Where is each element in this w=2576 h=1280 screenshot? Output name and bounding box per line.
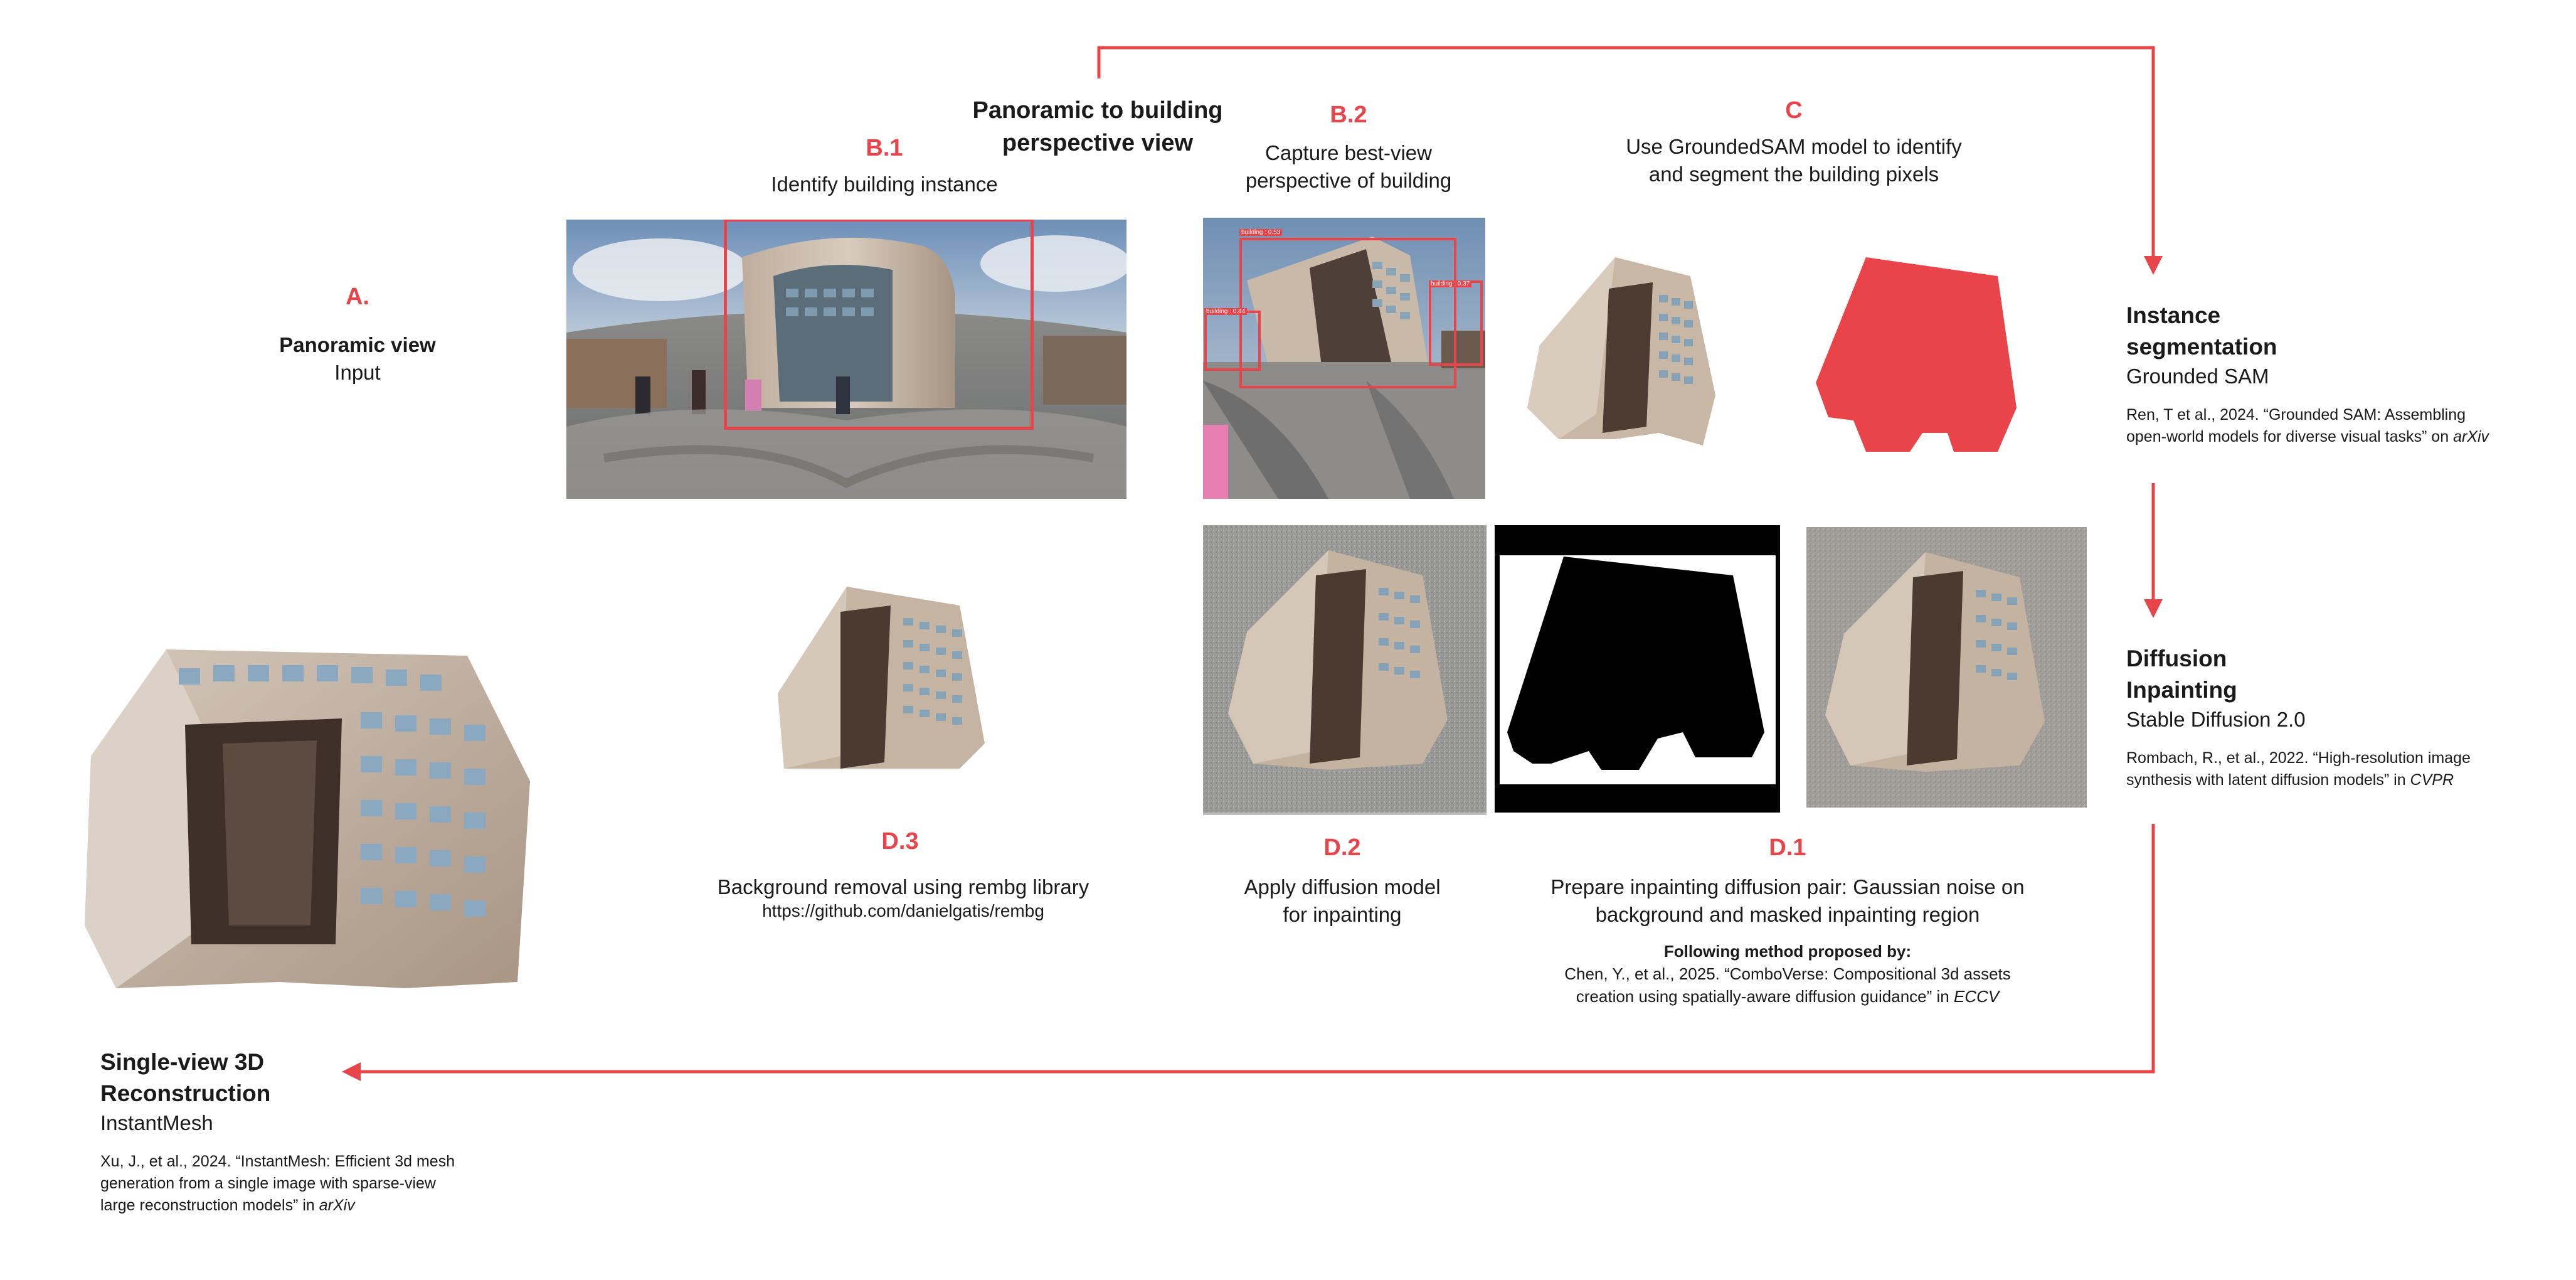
- detection-label-2: building : 0.44: [1204, 308, 1247, 315]
- following-method-label: Following method proposed by:: [1663, 942, 1912, 961]
- stage-d1-caption-line2: background and masked inpainting region: [1595, 903, 1980, 926]
- instantmesh-ref-venue: arXiv: [319, 1197, 355, 1214]
- stage-b1-caption: Identify building instance: [771, 173, 998, 196]
- stage-d1-caption: [1518, 873, 2057, 929]
- rembg-link[interactable]: https://github.com/danielgatis/rembg: [762, 901, 1044, 920]
- stage-d1-reference: [1518, 940, 2057, 1008]
- stable-diffusion-ref-line1: Rombach, R., et al., 2022. “High-resolution image: [2126, 749, 2471, 767]
- stage-c-caption-line2: and segment the building pixels: [1648, 163, 1939, 186]
- stage-a-title: Panoramic view: [279, 333, 436, 356]
- stage-a-subtitle: Input: [334, 361, 381, 384]
- diffusion-method: Stable Diffusion 2.0: [2126, 708, 2306, 731]
- building-bounding-box: [724, 220, 1034, 430]
- diffusion-title-line2: Inpainting: [2126, 677, 2237, 703]
- noisy-background-image: [1203, 525, 1487, 815]
- detection-box-2: [1204, 311, 1261, 371]
- comboverse-ref-line2: [1518, 985, 2057, 1008]
- stable-diffusion-ref-venue: CVPR: [2410, 771, 2454, 789]
- stage-d2-letter: D.2: [1323, 835, 1361, 861]
- stage-a-letter: A.: [346, 284, 369, 310]
- stage-d2-caption-line1: Apply diffusion model: [1244, 875, 1441, 899]
- stable-diffusion-ref-line2-text: synthesis with latent diffusion models” in: [2126, 771, 2406, 789]
- detection-label-1: building : 0.53: [1239, 229, 1282, 236]
- instance-seg-title-line2: segmentation: [2126, 334, 2277, 360]
- stage-d2-caption-line2: for inpainting: [1283, 903, 1402, 926]
- reconstruction-block: [100, 1047, 577, 1217]
- comboverse-ref-venue: ECCV: [1953, 987, 2000, 1006]
- reconstruction-3d-image: [78, 631, 536, 1001]
- reconstruction-title-line1: Single-view 3D: [100, 1049, 265, 1075]
- diffusion-title-line1: Diffusion: [2126, 646, 2227, 671]
- stage-d1-caption-line1: Prepare inpainting diffusion pair: Gaussian noise on: [1550, 875, 2025, 899]
- detection-box-3: [1429, 280, 1483, 366]
- comboverse-ref-line1: Chen, Y., et al., 2025. “ComboVerse: Compositional 3d assets: [1564, 964, 2011, 983]
- stable-diffusion-ref-line2: [2126, 769, 2565, 791]
- instantmesh-ref-line1: Xu, J., et al., 2024. “InstantMesh: Efficient 3d mesh: [100, 1153, 455, 1170]
- panoramic-title-line1: Panoramic to building: [972, 97, 1223, 124]
- panoramic-title-line2: perspective view: [1002, 130, 1194, 156]
- detection-label-3: building : 0.37: [1429, 280, 1471, 287]
- instantmesh-ref-line3-text: large reconstruction models” in: [100, 1197, 315, 1214]
- background-removed-building-image: [771, 580, 991, 781]
- inpainting-mask-image: [1495, 525, 1780, 813]
- stage-b2-caption-line1: Capture best-view: [1265, 141, 1432, 164]
- segmented-building-image: [1521, 251, 1728, 458]
- instantmesh-ref-line3: [100, 1195, 577, 1217]
- comboverse-ref-line2-text: creation using spatially-aware diffusion guidance” in: [1576, 987, 1949, 1006]
- grounded-sam-ref-line2-text: open-world models for diverse visual tasks” on: [2126, 428, 2449, 445]
- panorama-image: [566, 220, 1126, 499]
- instance-seg-reference: [2126, 404, 2565, 448]
- instantmesh-ref-line2: generation from a single image with sparse-view: [100, 1175, 436, 1192]
- stage-b2-caption: [1179, 139, 1518, 195]
- stage-d2-caption: [1192, 873, 1493, 929]
- instance-seg-title-line1: Instance: [2126, 302, 2221, 328]
- stage-d1-letter: D.1: [1769, 835, 1806, 861]
- stage-c-caption-line1: Use GroundedSAM model to identify: [1626, 135, 1962, 158]
- perspective-view-image: [1203, 218, 1485, 499]
- reconstruction-title-line2: Reconstruction: [100, 1080, 271, 1106]
- grounded-sam-ref-line1: Ren, T et al., 2024. “Grounded SAM: Assembling: [2126, 406, 2466, 424]
- stage-a-caption: [232, 331, 483, 387]
- instance-segmentation-block: [2126, 300, 2565, 448]
- diffusion-inpainting-block: [2126, 643, 2565, 791]
- detection-box-1: [1239, 238, 1456, 388]
- reconstruction-method: InstantMesh: [100, 1111, 213, 1134]
- arrow-head-segmentation: [2144, 256, 2163, 275]
- diffusion-reference: [2126, 747, 2565, 791]
- stage-c-letter: C: [1785, 97, 1803, 124]
- grounded-sam-ref-line2: [2126, 426, 2565, 448]
- reconstruction-reference: [100, 1151, 577, 1217]
- stage-d3-caption: Background removal using rembg library: [717, 875, 1089, 899]
- stage-d3-letter: D.3: [881, 828, 919, 855]
- segmentation-mask-image: [1810, 251, 2023, 458]
- stage-b1-letter: B.1: [866, 135, 903, 161]
- stage-c-caption: [1556, 133, 2032, 188]
- grounded-sam-ref-venue: arXiv: [2453, 428, 2489, 445]
- inpainted-result-image: [1806, 527, 2087, 808]
- instance-seg-method: Grounded SAM: [2126, 365, 2269, 388]
- arrow-head-diffusion: [2144, 599, 2163, 618]
- stage-b2-letter: B.2: [1330, 102, 1367, 128]
- stage-b2-caption-line2: perspective of building: [1245, 169, 1452, 192]
